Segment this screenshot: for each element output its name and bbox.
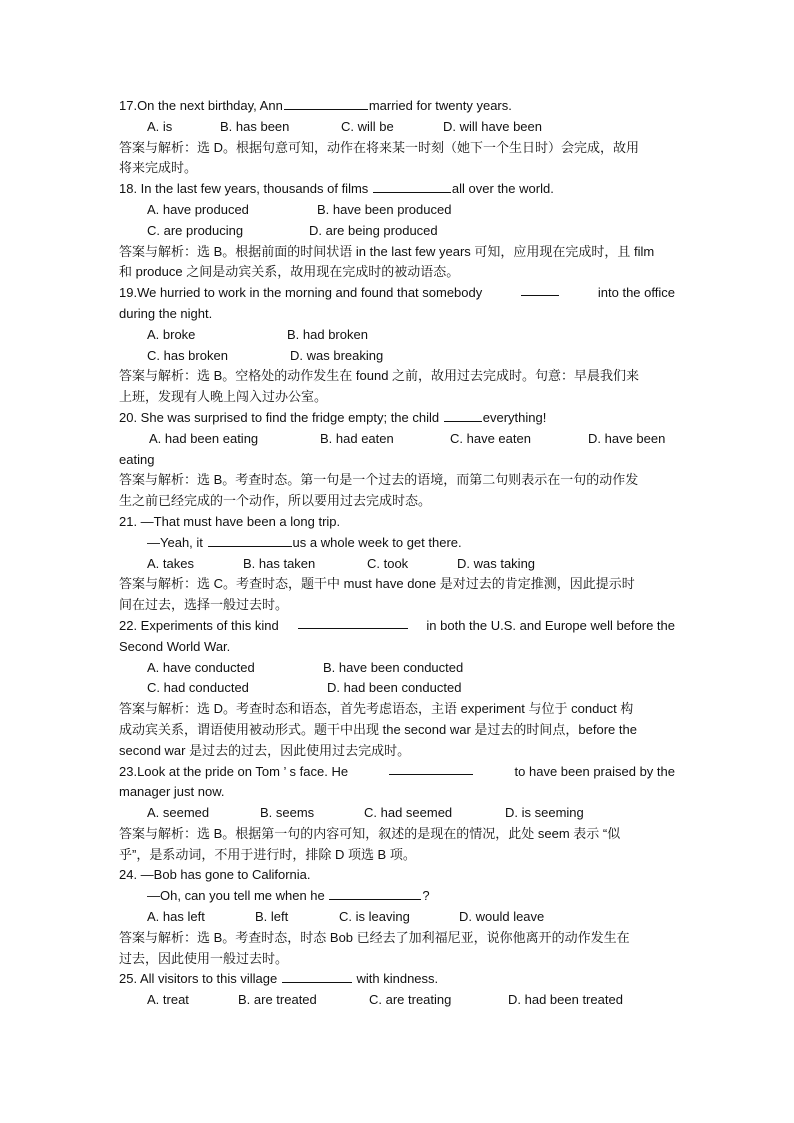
question-text: everything! — [482, 409, 547, 425]
option-b: B. left — [255, 909, 289, 925]
answer-blank — [284, 97, 368, 110]
question-text: 23.Look at the pride on Tom ’ s face. He — [119, 763, 349, 779]
options-row — [119, 803, 675, 824]
question-23 — [119, 762, 675, 783]
option-b: B. have been produced — [317, 201, 452, 217]
question-text: 17.On the next birthday, Ann — [119, 98, 283, 113]
question-text: into the office — [597, 285, 675, 301]
options-row — [119, 990, 675, 1011]
question-text: —Oh, can you tell me when he — [147, 888, 325, 904]
question-21: 21. —That must have been a long trip. — [119, 513, 341, 529]
question-text: 25. All visitors to this village — [119, 971, 278, 987]
answer-blank — [521, 283, 559, 296]
answer-explanation: 答案与解析：选 B。根据前面的时间状语 in the last few years 可知，应用现在完成时，且 film — [119, 243, 655, 259]
option-a: A. seemed — [147, 805, 210, 821]
option-d: D. are being produced — [309, 222, 438, 238]
options-row — [119, 678, 675, 699]
option-c: C. had conducted — [147, 680, 249, 696]
option-d: D. will have been — [443, 118, 542, 134]
options-row — [119, 554, 675, 575]
question-22 — [119, 616, 675, 637]
option-c: C. had seemed — [364, 805, 453, 821]
option-a: A. has left — [147, 909, 205, 925]
options-row — [119, 658, 675, 679]
option-d: D. was breaking — [290, 347, 384, 363]
answer-explanation: 将来完成时。 — [119, 160, 198, 176]
question-text: Second World War. — [119, 638, 231, 654]
option-c: C. have eaten — [450, 430, 531, 446]
option-c: C. are producing — [147, 222, 244, 238]
answer-explanation: 答案与解析：选 D。考查时态和语态，首先考虑语态，主语 experiment 与位于 conduct 构 — [119, 701, 634, 717]
option-b: B. had eaten — [320, 430, 394, 446]
dialog-line — [119, 533, 675, 554]
option-b: B. have been conducted — [323, 659, 464, 675]
answer-explanation: 答案与解析：选 B。空格处的动作发生在 found 之前，故用过去完成时。句意：早晨我们来 — [119, 368, 640, 384]
option-a: A. have produced — [147, 201, 249, 217]
option-c: C. are treating — [369, 992, 452, 1008]
answer-explanation: 成动宾关系，谓语使用被动形式。题干中出现 the second war 是过去的时间点，before the — [119, 721, 637, 737]
answer-explanation: 答案与解析：选 B。根据第一句的内容可知，叙述的是现在的情况，此处 seem 表示 “似 — [119, 825, 621, 841]
question-text: 22. Experiments of this kind — [119, 617, 279, 633]
answer-explanation: 答案与解析：选 C。考查时态，题干中 must have done 是对过去的肯定推测，因此提示时 — [119, 576, 635, 592]
question-20 — [119, 408, 675, 429]
answer-explanation: 答案与解析：选 B。考查时态。第一句是一个过去的语境，而第二句则表示在一句的动作发 — [119, 472, 639, 488]
question-text: during the night. — [119, 305, 213, 321]
question-text: manager just now. — [119, 784, 225, 800]
question-text: all over the world. — [451, 181, 554, 197]
option-b: B. are treated — [238, 992, 317, 1008]
option-d: D. had been treated — [508, 992, 623, 1008]
options-row — [119, 200, 675, 221]
answer-explanation: 生之前已经完成的一个动作，所以要用过去完成时态。 — [119, 493, 432, 509]
option-c: C. took — [367, 555, 409, 571]
option-b: B. has taken — [243, 555, 316, 571]
option-continuation: eating — [119, 451, 155, 467]
option-d: D. was taking — [457, 555, 536, 571]
question-text: —Yeah, it — [147, 534, 203, 550]
option-b: B. had broken — [287, 326, 368, 342]
option-d: D. is seeming — [505, 805, 584, 821]
dialog-line — [119, 886, 675, 907]
question-18 — [119, 179, 675, 200]
answer-explanation: 乎”，是系动词，不用于进行时，排除 D 项选 B 项。 — [119, 846, 416, 862]
answer-explanation: 上班，发现有人晚上闯入过办公室。 — [119, 389, 328, 405]
answer-explanation: 和 produce 之间是动宾关系，故用现在完成时的被动语态。 — [119, 264, 460, 280]
option-d: D. have been — [588, 430, 666, 446]
answer-explanation: 间在过去，选择一般过去时。 — [119, 597, 289, 613]
question-24: 24. —Bob has gone to California. — [119, 867, 311, 883]
answer-blank — [444, 409, 482, 422]
option-b: B. has been — [220, 118, 290, 134]
answer-blank — [282, 970, 352, 983]
option-d: D. had been conducted — [327, 680, 462, 696]
options-row — [119, 346, 675, 367]
question-text: 19.We hurried to work in the morning and found that somebody — [119, 285, 483, 301]
options-row — [119, 429, 675, 450]
question-text: married for twenty years. — [368, 98, 512, 113]
answer-blank — [298, 616, 408, 629]
option-a: A. have conducted — [147, 659, 255, 675]
options-row — [119, 221, 675, 242]
question-text: with kindness. — [356, 971, 439, 987]
answer-explanation: 过去，因此使用一般过去时。 — [119, 950, 289, 966]
answer-explanation: 答案与解析：选 D。根据句意可知，动作在将来某一时刻（她下一个生日时）会完成，故用 — [119, 139, 640, 155]
question-text: ? — [422, 888, 430, 904]
exercise-page — [119, 96, 675, 1011]
question-text: to have been praised by the — [514, 763, 675, 779]
option-c: C. will be — [341, 118, 394, 134]
answer-explanation: 答案与解析：选 B。考查时态，时态 Bob 已经去了加利福尼亚，说你他离开的动作发生在 — [119, 929, 630, 945]
options-row — [119, 117, 675, 138]
question-17 — [119, 96, 675, 117]
answer-blank — [389, 762, 473, 775]
option-a: A. treat — [147, 992, 189, 1008]
question-19 — [119, 283, 675, 304]
question-text: 18. In the last few years, thousands of films — [119, 181, 369, 197]
answer-blank — [329, 887, 421, 900]
question-text: 20. She was surprised to find the fridge empty; the child — [119, 409, 440, 425]
option-b: B. seems — [260, 805, 315, 821]
option-c: C. is leaving — [339, 909, 410, 925]
question-25 — [119, 969, 675, 990]
answer-blank — [208, 534, 292, 547]
options-row — [119, 325, 675, 346]
option-a: A. broke — [147, 326, 196, 342]
option-a: A. takes — [147, 555, 194, 571]
options-row — [119, 907, 675, 928]
answer-blank — [373, 180, 451, 193]
answer-explanation: second war 是过去的过去，因此使用过去完成时。 — [119, 742, 411, 758]
question-text: in both the U.S. and Europe well before the — [426, 617, 675, 633]
option-d: D. would leave — [459, 909, 545, 925]
question-text: us a whole week to get there. — [292, 534, 462, 550]
option-a: A. had been eating — [149, 430, 259, 446]
option-a: A. is — [147, 118, 173, 134]
option-c: C. has broken — [147, 347, 228, 363]
